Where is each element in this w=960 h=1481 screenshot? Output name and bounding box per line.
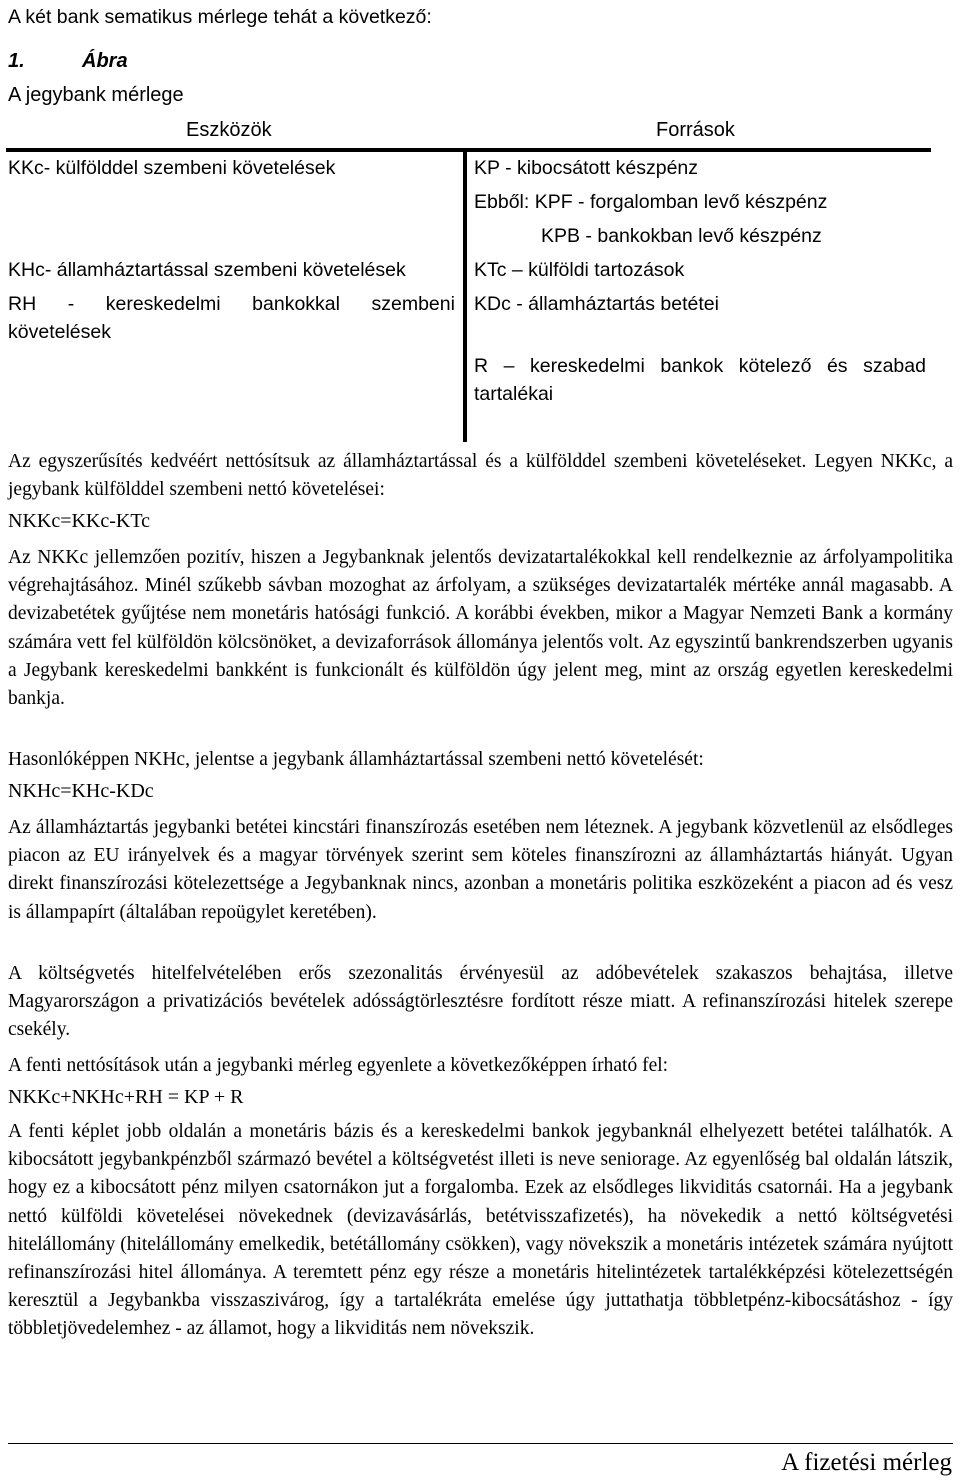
balance-horizontal-rule — [6, 148, 931, 152]
rh-word: kereskedelmi — [105, 293, 221, 315]
figure-number: 1. — [8, 50, 25, 72]
paragraph — [8, 960, 953, 1045]
paragraph-text: A fenti képlet jobb oldalán a monetáris bázis és a kereskedelmi bankok jegybanknál elhelyezett betétei találhatók. A kibocsátott jegybankpénzből származó bevétel a költségvetést illeti is neve seniorage. Az egyenlőség bal oldalán látszik, hogy ez a kibocsátott pénz milyen csatornákon jut a forgalomba. Ezek az elsődleges likviditás csatornái. Ha a jegybank nettó külföldi követelései növekednek (devizavásárlás, betétvisszafizetés), ha növekedik a nettó költségvetési hitelállomány (hitelállomány emelkedik, betétállomány csökken), vagy növekszik a monetáris intézetek számára nyújtott refinanszírozási hitel állománya. A teremtett pénz egy része a monetáris hitelintézetek tartalékképzési kötelezettségén keresztül a Jegybankba visszaszivárog, így a tartalékráta emelése úgy juttathatja többletpénz-kibocsátáshoz - így többletjövedelemhez - az államot, hogy a likviditás nem növekszik. — [8, 1121, 953, 1340]
formula-nkhc: NKHc=KHc-KDc — [8, 780, 154, 802]
paragraph-text: Az NKKc jellemzően pozitív, hiszen a Jegybanknak jelentős devizatartalékokkal kell rendelkeznie az árfolyampolitika végrehajtásához. Minél szűkebb sávban mozoghat az árfolyam, a szükséges devizatartalék mértéke annál magasabb. A devizabetétek gyűjtése nem monetáris hatósági funkció. A korábbi években, mikor a Magyar Nemzeti Bank a kormány számára vett fel külföldön kölcsönöket, a devizaforrások állománya jelentős volt. Az egyszintű bankrendszerben ugyanis a Jegybank kereskedelmi bankként is funkcionált és külföldön úgy jelent meg, mint az ország egyetlen kereskedelmi bankja. — [8, 547, 953, 710]
formula-balance: NKKc+NKHc+RH = KP + R — [8, 1086, 244, 1108]
paragraph — [8, 544, 953, 713]
footer-section-title: A fizetési mérleg — [781, 1449, 952, 1476]
paragraph — [8, 1118, 953, 1344]
liability-ktc: KTc – külföldi tartozások — [474, 259, 685, 281]
liabilities-header: Források — [656, 119, 735, 141]
rh-word: bankokkal — [252, 293, 340, 315]
paragraph-text: Az egyszerűsítés kedvéért nettósítsuk az államháztartással és a külfölddel szembeni követeléseket. Legyen NKKc, a jegybank külfölddel szembeni nettó követelései: — [8, 451, 953, 501]
liability-kpf: Ebből: KPF - forgalomban levő készpénz — [474, 191, 828, 213]
figure-label: Ábra — [82, 50, 128, 72]
liability-r-line1 — [474, 352, 926, 380]
r-word: bankok — [660, 355, 724, 377]
paragraph-text: A fenti nettósítások után a jegybanki mérleg egyenlete a következőképpen írható fel: — [8, 1055, 669, 1076]
r-word: R — [474, 355, 489, 377]
balance-vertical-rule — [463, 148, 467, 442]
intro-line: A két bank sematikus mérlege tehát a következő: — [8, 6, 432, 28]
rh-word: RH — [8, 293, 37, 315]
paragraph — [8, 448, 953, 504]
rh-word: - — [67, 293, 75, 315]
asset-rh-line1 — [8, 290, 455, 318]
paragraph-text: Az államháztartás jegybanki betétei kincstári finanszírozás esetében nem léteznek. A jegybank közvetlenül az elsődleges piacon az EU irányelvek és a magyar törvények szerint sem köteles finanszírozni az államháztartás hiányát. Ugyan direkt finanszírozási kötelezettsége a Jegybanknak nincs, azonban a monetáris politika eszközeként a piacon ad és vesz is állampapírt (általában repoügylet keretében). — [8, 817, 953, 923]
r-word: kötelező — [738, 355, 812, 377]
liability-kp: KP - kibocsátott készpénz — [474, 157, 699, 179]
formula-nkkc: NKKc=KKc-KTc — [8, 510, 151, 532]
paragraph — [8, 814, 953, 927]
liability-kpb: KPB - bankokban levő készpénz — [541, 225, 822, 247]
r-word: és — [826, 355, 848, 377]
r-word: kereskedelmi — [529, 355, 645, 377]
asset-khc: KHc- államháztartással szembeni követelések — [8, 259, 406, 281]
paragraph-text: A költségvetés hitelfelvételében erős szezonalitás érvényesül az adóbevételek szakaszos behajtása, illetve Magyarországon a privatizációs bevételek adósságtörlesztésre fordított része miatt. A refinanszírozási hitelek szerepe csekély. — [8, 963, 953, 1041]
asset-rh-line2: követelések — [8, 321, 111, 343]
asset-kkc: KKc- külfölddel szembeni követelések — [8, 157, 336, 179]
liability-kdc: KDc - államháztartás betétei — [474, 293, 719, 315]
liability-r-line2: tartalékai — [474, 383, 554, 405]
footer-rule — [8, 1443, 953, 1444]
paragraph-text: Hasonlóképpen NKHc, jelentse a jegybank államháztartással szembeni nettó követelését: — [8, 749, 704, 770]
assets-header: Eszközök — [186, 119, 272, 141]
r-word: – — [503, 355, 515, 377]
paragraph — [8, 746, 953, 774]
rh-word: szembeni — [371, 293, 455, 315]
figure-title: A jegybank mérlege — [8, 84, 184, 106]
r-word: szabad — [863, 355, 926, 377]
paragraph — [8, 1052, 953, 1080]
